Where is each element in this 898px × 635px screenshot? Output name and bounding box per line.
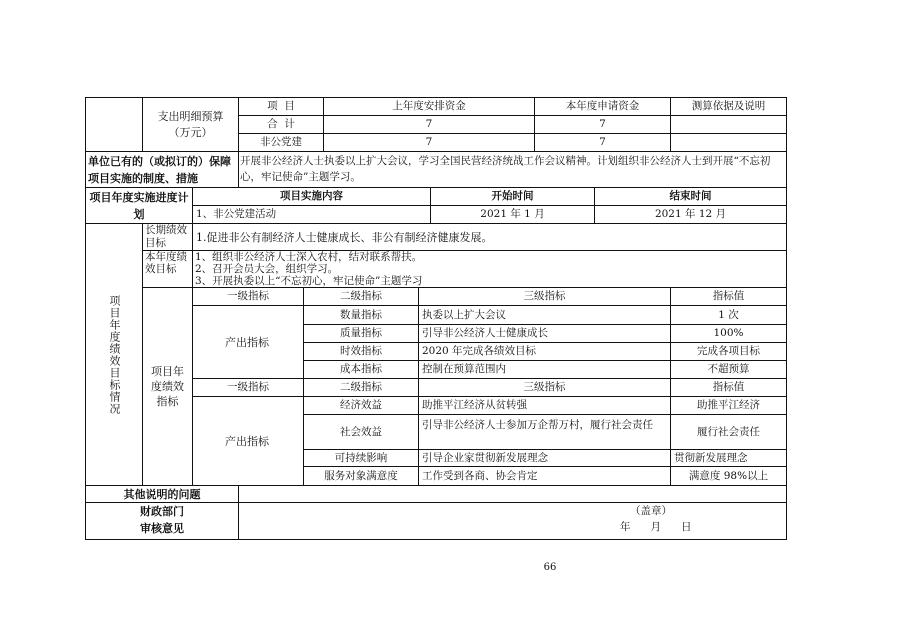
- effect-l2: 可持续影响: [334, 451, 388, 464]
- schedule-header-end: 结束时间: [669, 190, 712, 202]
- output-l3: 2020 年完成各绩效目标: [422, 345, 537, 357]
- annual-item: 3、开展执委以上“不忘初心，牢记使命”主题学习: [195, 275, 423, 287]
- annual-items: [193, 251, 786, 287]
- effect-l3: 助推平江经济从贫转强: [422, 399, 527, 411]
- schedule-header-start: 开始时间: [491, 190, 534, 202]
- finance-label: [86, 503, 238, 539]
- output-l2: 质量指标: [340, 327, 382, 339]
- finance-date: 年 月 日: [620, 521, 692, 533]
- indicator-header-l3: 三级指标: [523, 290, 566, 302]
- measures-label: 单位已有的（或拟订的）保障项目实施的制度、措施: [88, 155, 231, 185]
- effect-indicator-label: 产出指标: [225, 434, 269, 448]
- finance-seal: （盖章）: [630, 505, 672, 517]
- page-number: 66: [543, 561, 557, 573]
- output-val: 完成各项目标: [697, 345, 760, 357]
- effect-l2: 经济效益: [340, 399, 382, 411]
- output-val: 1 次: [718, 308, 739, 321]
- annual-item: 2、召开会员大会，组织学习。: [195, 263, 339, 275]
- effect-val: 助推平江经济: [697, 399, 760, 411]
- effect-l3: 引导企业家贯彻新发展理念: [422, 451, 548, 464]
- budget-row-prev: 7: [425, 136, 433, 148]
- budget-row-cur: 7: [599, 118, 606, 130]
- budget-row-item: 合 计: [267, 118, 295, 130]
- budget-row-item: 非公党建: [260, 136, 302, 148]
- effect-l3: 工作受到各商、协会肯定: [422, 469, 538, 482]
- output-val: 不超预算: [707, 363, 750, 375]
- output-l3: 引导非公经济人士健康成长: [422, 327, 548, 339]
- schedule-header-content: 项目实施内容: [280, 190, 343, 202]
- budget-row-note: [671, 116, 786, 133]
- indicator-header-l2: 二级指标: [340, 381, 382, 393]
- indicator-header-val: 指标值: [712, 381, 745, 393]
- indicator-header-l1: 一级指标: [227, 381, 269, 393]
- effect-val: 满意度 98%以上: [688, 469, 769, 482]
- goals-section-label: 项目年度绩效目标情况: [108, 294, 121, 415]
- schedule-content: 1、非公党建活动: [196, 208, 277, 220]
- finance-label-line2: 审核意见: [140, 522, 184, 535]
- budget-label: 支出明细预算（万元）: [157, 109, 224, 139]
- output-l2: 时效指标: [340, 345, 382, 357]
- budget-header-item: 项 目: [267, 100, 295, 112]
- indicator-header-l3: 三级指标: [523, 381, 566, 393]
- output-l2: 成本指标: [340, 363, 382, 375]
- annual-label: 本年度绩效目标: [145, 251, 187, 275]
- effect-l2: 服务对象满意度: [324, 469, 398, 482]
- other-label: 其他说明的问题: [123, 487, 201, 501]
- effect-val: 履行社会责任: [697, 425, 760, 438]
- output-l2: 数量指标: [340, 308, 382, 321]
- budget-header-cur: 本年度申请资金: [565, 100, 640, 112]
- measures-text: 开展非公经济人士执委以上扩大会议，学习全国民营经济统战工作会议精神。计划组织非公经济人士到开展“不忘初心，牢记使命”主题学习。: [240, 155, 771, 183]
- output-l3: 执委以上扩大会议: [422, 308, 506, 321]
- budget-row-note: [671, 134, 786, 151]
- schedule-end: 2021 年 12 月: [654, 208, 727, 220]
- indicator-label: 项目年度绩效指标: [151, 365, 184, 408]
- other-value: [239, 486, 786, 502]
- output-l3: 控制在预算范围内: [422, 363, 506, 375]
- schedule-start: 2021 年 1 月: [480, 208, 545, 220]
- goals-section-cell: [86, 224, 142, 485]
- indicator-header-l2: 二级指标: [340, 290, 382, 302]
- budget-row-cur: 7: [599, 136, 606, 148]
- schedule-label: 项目年度实施进度计划: [89, 190, 189, 221]
- output-val: 100%: [713, 327, 744, 339]
- budget-header-prev: 上年度安排资金: [392, 100, 466, 112]
- effect-val: 贯彻新发展理念: [674, 451, 748, 464]
- effect-l3: 引导非公经济人士参加万企帮万村，履行社会责任: [422, 419, 653, 431]
- budget-row-prev: 7: [425, 118, 433, 130]
- finance-label-line1: 财政部门: [140, 505, 184, 518]
- budget-header-note: 测算依据及说明: [691, 100, 766, 112]
- effect-l2: 社会效益: [340, 425, 382, 438]
- output-indicator-label: 产出指标: [225, 335, 269, 349]
- long-term-text: 1.促进非公有制经济人士健康成长、非公有制经济健康发展。: [196, 230, 493, 244]
- indicator-header-l1: 一级指标: [227, 290, 269, 302]
- annual-item: 1、组织非公经济人士深入农村，结对联系帮扶。: [195, 251, 423, 263]
- long-term-label: 长期绩效目标: [145, 224, 187, 249]
- indicator-header-val: 指标值: [712, 290, 745, 302]
